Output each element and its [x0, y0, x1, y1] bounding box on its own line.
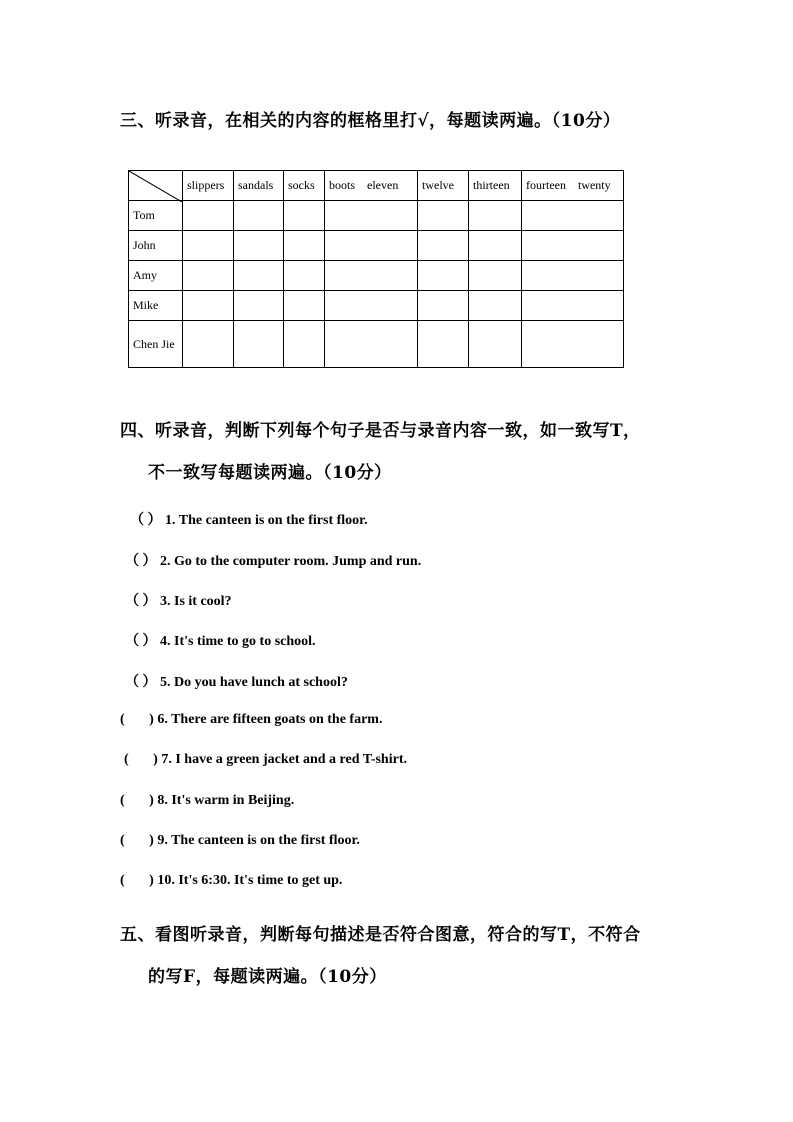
grid-row: [129, 321, 624, 368]
question-item: [120, 873, 342, 889]
grid-cell[interactable]: [234, 261, 284, 291]
grid-cell[interactable]: [469, 261, 522, 291]
question-text: 4. It's time to go to school.: [160, 634, 316, 649]
grid-row-name: Tom: [129, 201, 183, 231]
question-text: 3. Is it cool?: [160, 594, 232, 609]
question-item: [130, 509, 368, 529]
grid-col-header: socks: [284, 171, 325, 201]
section4-title-line2: 不一致写每题读两遍。（10分）: [148, 463, 392, 483]
question-text: 6. There are fifteen goats on the farm.: [157, 712, 383, 727]
answer-parentheses[interactable]: ( ): [120, 873, 154, 888]
grid-row-name: John: [129, 231, 183, 261]
grid-cell[interactable]: [234, 321, 284, 368]
question-item: [124, 752, 407, 768]
grid-cell[interactable]: [469, 231, 522, 261]
grid-col-header: slippers: [183, 171, 234, 201]
question-text: 9. The canteen is on the first floor.: [157, 833, 360, 848]
grid-corner-cell: [129, 171, 183, 201]
section4-title-line1: 四、听录音，判断下列每个句子是否与录音内容一致，如一致写T，: [120, 421, 641, 441]
grid-row: [129, 201, 624, 231]
grid-row: [129, 231, 624, 261]
grid-cell[interactable]: [325, 261, 418, 291]
grid-cell[interactable]: [284, 231, 325, 261]
answer-grid: [128, 170, 624, 368]
grid-cell[interactable]: [522, 231, 624, 261]
grid-col-header: fourteen twenty: [522, 171, 624, 201]
grid-cell[interactable]: [418, 201, 469, 231]
answer-parentheses[interactable]: （ ）: [125, 594, 157, 609]
question-text: 1. The canteen is on the first floor.: [165, 513, 368, 528]
answer-parentheses[interactable]: ( ): [120, 712, 154, 727]
section3-title: 三、听录音，在相关的内容的框格里打√，每题读两遍。（10分）: [120, 111, 621, 131]
grid-cell[interactable]: [325, 231, 418, 261]
answer-parentheses[interactable]: （ ）: [125, 634, 157, 649]
question-item: [125, 590, 232, 610]
question-text: 8. It's warm in Beijing.: [157, 793, 295, 808]
grid-cell[interactable]: [284, 201, 325, 231]
answer-parentheses[interactable]: ( ): [120, 793, 154, 808]
grid-cell[interactable]: [418, 231, 469, 261]
question-item: [120, 793, 294, 809]
question-item: [120, 833, 360, 849]
grid-header-row: [129, 171, 624, 201]
answer-parentheses[interactable]: （ ）: [125, 675, 157, 690]
grid-cell[interactable]: [418, 261, 469, 291]
question-text: 2. Go to the computer room. Jump and run.: [160, 554, 422, 569]
question-item: [125, 550, 421, 570]
section5-title-line2: 的写F，每题读两遍。（10分）: [148, 967, 387, 987]
question-item: [120, 712, 382, 728]
grid-cell[interactable]: [469, 321, 522, 368]
grid-cell[interactable]: [183, 321, 234, 368]
grid-cell[interactable]: [418, 291, 469, 321]
question-text: 10. It's 6:30. It's time to get up.: [157, 873, 343, 888]
grid-row-name: Amy: [129, 261, 183, 291]
grid-cell[interactable]: [284, 291, 325, 321]
grid-cell[interactable]: [469, 201, 522, 231]
grid-cell[interactable]: [325, 291, 418, 321]
grid-cell[interactable]: [325, 201, 418, 231]
grid-col-header: boots eleven: [325, 171, 418, 201]
grid-cell[interactable]: [522, 321, 624, 368]
grid-cell[interactable]: [183, 291, 234, 321]
question-text: 7. I have a green jacket and a red T-shirt.: [161, 752, 407, 767]
grid-cell[interactable]: [469, 291, 522, 321]
grid-col-header: thirteen: [469, 171, 522, 201]
answer-parentheses[interactable]: （ ）: [125, 554, 157, 569]
diagonal-line: [129, 171, 182, 202]
grid-cell[interactable]: [284, 261, 325, 291]
question-item: [125, 630, 316, 650]
grid-cell[interactable]: [325, 321, 418, 368]
grid-row-name: Chen Jie: [129, 321, 183, 368]
grid-cell[interactable]: [183, 201, 234, 231]
grid-cell[interactable]: [418, 321, 469, 368]
grid-col-header: sandals: [234, 171, 284, 201]
grid-cell[interactable]: [522, 291, 624, 321]
grid-col-header: twelve: [418, 171, 469, 201]
grid-row-name: Mike: [129, 291, 183, 321]
grid-row: [129, 261, 624, 291]
grid-cell[interactable]: [284, 321, 325, 368]
grid-cell[interactable]: [183, 261, 234, 291]
grid-cell[interactable]: [234, 291, 284, 321]
answer-parentheses[interactable]: ( ): [120, 833, 154, 848]
grid-cell[interactable]: [522, 261, 624, 291]
grid-cell[interactable]: [234, 201, 284, 231]
section5-title-line1: 五、看图听录音，判断每句描述是否符合图意，符合的写T，不符合: [120, 925, 641, 945]
grid-cell[interactable]: [183, 231, 234, 261]
question-item: [125, 671, 348, 691]
grid-cell[interactable]: [234, 231, 284, 261]
grid-row: [129, 291, 624, 321]
grid-cell[interactable]: [522, 201, 624, 231]
answer-parentheses[interactable]: （ ）: [130, 513, 162, 528]
answer-parentheses[interactable]: ( ): [124, 752, 158, 767]
question-text: 5. Do you have lunch at school?: [160, 675, 348, 690]
